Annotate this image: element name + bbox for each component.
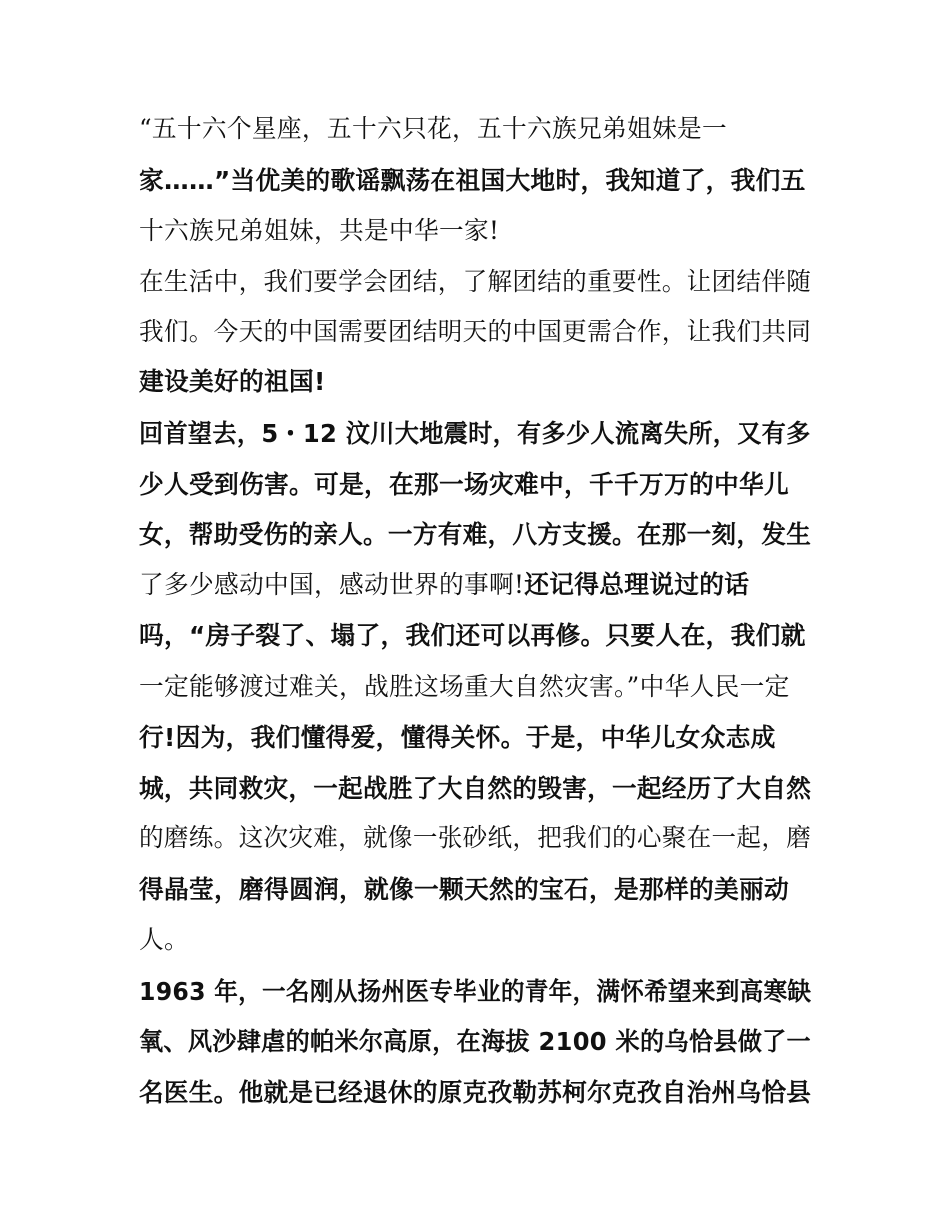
text-line <box>139 667 811 707</box>
text-line <box>139 1022 811 1062</box>
text-segment: 十六族兄弟姐妹，共是中华一家! <box>139 216 500 245</box>
text-segment: 行!因为，我们懂得爱，懂得关怀。于是，中华儿女众志成 <box>139 723 776 752</box>
text-line <box>139 109 811 149</box>
text-line <box>139 818 812 858</box>
text-line <box>139 312 812 352</box>
text-line <box>139 211 811 251</box>
text-line <box>139 870 811 910</box>
text-segment: 建设美好的祖国! <box>139 367 326 396</box>
text-segment: 1963 年，一名刚从扬州医专毕业的青年，满怀希望来到高寒缺 <box>139 977 812 1006</box>
text-line <box>139 616 811 656</box>
text-line <box>139 362 811 402</box>
text-segment: 人。 <box>139 925 190 954</box>
text-segment: 少人受到伤害。可是，在那一场灾难中，千千万万的中华儿 <box>139 470 790 499</box>
text-segment: 了多少感动中国，感动世界的事啊! <box>139 570 525 599</box>
text-segment: 名医生。他就是已经退休的原克孜勒苏柯尔克孜自治州乌恰县 <box>139 1078 812 1107</box>
text-segment: 氧、风沙肆虐的帕米尔高原，在海拔 2100 米的乌恰县做了一 <box>139 1027 811 1056</box>
text-segment: “五十六个星座，五十六只花，五十六族兄弟姐妹是一 <box>139 114 727 143</box>
text-segment: 的磨练。这次灾难，就像一张砂纸，把我们的心聚在一起，磨 <box>139 823 812 852</box>
text-line <box>139 972 812 1012</box>
text-line <box>139 161 811 201</box>
text-line <box>139 920 811 960</box>
text-line <box>139 515 812 555</box>
text-line <box>139 262 812 302</box>
text-segment: 在生活中，我们要学会团结，了解团结的重要性。让团结伴随 <box>139 267 812 296</box>
text-segment: 吗，“房子裂了、塌了，我们还可以再修。只要人在，我们就 <box>139 621 806 650</box>
text-segment: 还记得总理说过的话 <box>524 570 750 599</box>
text-line <box>139 1073 812 1113</box>
text-line <box>139 769 812 809</box>
text-segment: 一定能够渡过难关，战胜这场重大自然灾害。”中华人民一定 <box>139 672 790 701</box>
text-segment: 我们。今天的中国需要团结明天的中国更需合作，让我们共同 <box>139 317 812 346</box>
text-line <box>139 718 811 758</box>
text-segment: 城，共同救灾，一起战胜了大自然的毁害，一起经历了大自然 <box>139 774 812 803</box>
text-segment: 回首望去，5・12 汶川大地震时，有多少人流离失所，又有多 <box>139 419 811 448</box>
text-line <box>139 565 811 605</box>
text-segment: 得晶莹，磨得圆润，就像一颗天然的宝石，是那样的美丽动 <box>139 875 790 904</box>
text-line <box>139 414 811 454</box>
text-segment: 家……”当优美的歌谣飘荡在祖国大地时，我知道了，我们五 <box>139 166 806 195</box>
text-segment: 女，帮助受伤的亲人。一方有难，八方支援。在那一刻，发生 <box>139 520 812 549</box>
text-line <box>139 465 811 505</box>
